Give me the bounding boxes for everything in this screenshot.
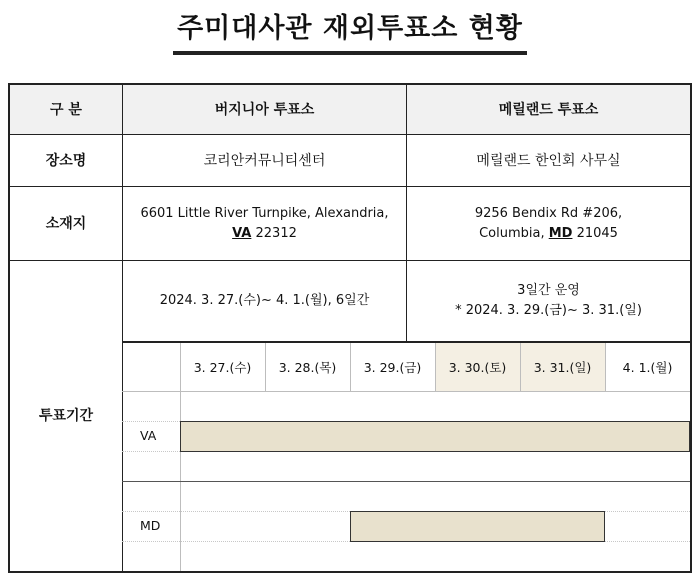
md-period-line1: 3일간 운영 [517,283,580,298]
schedule-day-label: 3. 29.(금) [363,360,422,375]
schedule-day-label: 4. 1.(월) [622,360,673,375]
md-state: MD [548,225,573,241]
schedule-row-label: VA [140,428,157,443]
va-zip: 22312 [251,225,297,241]
table-right-border [690,83,692,573]
schedule-col-divider [605,343,606,391]
md-address-line1: 9256 Bendix Rd #206, [474,205,623,221]
schedule-day-label: 3. 28.(목) [278,360,337,375]
schedule-row-divider [122,481,690,482]
va-address-line1: 6601 Little River Turnpike, Alexandria, [140,205,389,221]
md-location-name: 메릴랜드 한인회 사무실 [476,152,621,169]
md-period [407,261,690,341]
table-bottom-border [8,571,692,573]
header-category: 구 분 [50,101,82,118]
page-title [0,6,700,55]
location-name-label: 장소명 [45,152,87,169]
schedule-col-divider [180,343,181,571]
md-address-line2 [479,224,618,244]
schedule-col-divider [520,343,521,391]
schedule-bar-md [350,511,605,542]
schedule-head-divider [122,391,690,392]
schedule-day-label: 3. 31.(일) [533,360,592,375]
va-location-name: 코리안커뮤니티센터 [203,152,326,169]
schedule-col-divider [435,343,436,391]
header-md-station: 메릴랜드 투표소 [498,101,599,118]
header-va-station: 버지니아 투표소 [214,101,315,118]
schedule-col-divider [265,343,266,391]
schedule-bar-va [180,421,690,452]
va-address-line2 [232,224,297,244]
va-period: 2024. 3. 27.(수)~ 4. 1.(월), 6일간 [159,293,370,308]
schedule-col-divider [350,343,351,391]
md-address [407,187,690,260]
md-zip: 21045 [572,225,618,241]
page-title-text: 주미대사관 재외투표소 현황 [173,6,527,55]
voting-period-label: 투표기간 [38,408,94,424]
schedule-day-label: 3. 30.(토) [448,360,507,375]
va-address [123,187,406,260]
md-city: Columbia, [479,225,549,241]
schedule-row-label: MD [140,518,161,533]
address-label: 소재지 [45,215,87,232]
va-state: VA [232,225,252,241]
schedule-day-label: 3. 27.(수) [193,360,252,375]
md-period-line2: * 2024. 3. 29.(금)~ 3. 31.(일) [455,303,642,318]
